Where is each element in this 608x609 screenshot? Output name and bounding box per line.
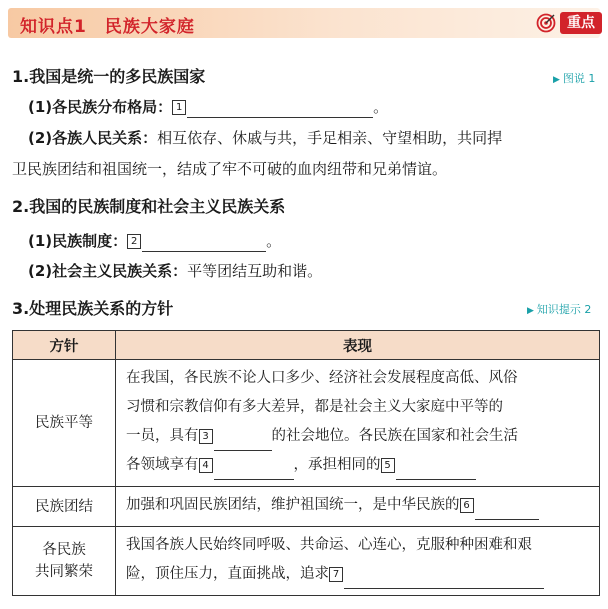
fill-blank-2[interactable] <box>142 235 266 252</box>
s1-item-1: (1)各民族分布格局： 1 。 <box>28 98 389 116</box>
s1-item-2: (2)各族人民关系：相互依存、休戚与共，手足相亲、守望相助，共同捍 <box>28 129 503 147</box>
policy-table <box>12 330 600 596</box>
policy-cell: 民族团结 <box>13 487 116 527</box>
blank-number-2: 2 <box>127 234 141 249</box>
policy-cell: 民族平等 <box>13 360 116 487</box>
policy-cell: 各民族 共同繁荣 <box>13 527 116 596</box>
column-header-policy: 方针 <box>13 331 116 360</box>
manifestation-cell: 加强和巩固民族团结，维护祖国统一，是中华民族的 6 <box>116 487 600 527</box>
s2-item-2: (2)社会主义民族关系：平等团结互助和谐。 <box>28 262 323 280</box>
play-triangle-icon: ▶ <box>527 306 534 316</box>
table-row <box>13 527 600 596</box>
section-2-heading: 2.我国的民族制度和社会主义民族关系 <box>12 197 286 216</box>
section-1-heading: 1.我国是统一的多民族国家 <box>12 67 206 86</box>
play-triangle-icon: ▶ <box>553 75 560 85</box>
column-header-manifestation: 表现 <box>116 331 600 360</box>
blank-number-3: 3 <box>199 429 213 444</box>
fill-blank-1[interactable] <box>187 101 373 118</box>
manifestation-cell: 在我国，各民族不论人口多少、经济社会发展程度高低、风俗 习惯和宗教信仰有多大差异，都是社会主义大家庭中平等的 一员，具有 3 的社会地位。各民族在国家和社会生活 各领域享有 4 ，承担相同的 5 <box>116 360 600 487</box>
section-banner <box>8 8 600 38</box>
blank-number-4: 4 <box>199 458 213 473</box>
fill-blank-3[interactable] <box>214 434 272 451</box>
fill-blank-4[interactable] <box>214 463 294 480</box>
key-point-badge: 重点 <box>560 12 602 34</box>
blank-number-5: 5 <box>381 458 395 473</box>
section-3-heading: 3.处理民族关系的方针 <box>12 299 174 318</box>
target-icon <box>536 13 556 33</box>
blank-number-1: 1 <box>172 100 186 115</box>
blank-number-7: 7 <box>329 567 343 582</box>
knowledge-tip-ref-2[interactable]: ▶ 知识提示 2 <box>527 303 592 316</box>
figure-ref-1[interactable]: ▶ 图说 1 <box>553 72 596 85</box>
fill-blank-5[interactable] <box>396 463 476 480</box>
fill-blank-6[interactable] <box>475 503 539 520</box>
table-row <box>13 360 600 487</box>
manifestation-cell: 我国各族人民始终同呼吸、共命运、心连心，克服种种困难和艰 险，顶住压力，直面挑战，追求 7 <box>116 527 600 596</box>
s2-item-1: (1)民族制度： 2 。 <box>28 232 282 250</box>
table-header-row <box>13 331 600 360</box>
s1-item-2-cont: 卫民族团结和祖国统一，结成了牢不可破的血肉纽带和兄弟情谊。 <box>12 160 448 178</box>
blank-number-6: 6 <box>460 498 474 513</box>
table-row <box>13 487 600 527</box>
fill-blank-7[interactable] <box>344 572 544 589</box>
banner-title: 知识点1 民族大家庭 <box>20 17 195 37</box>
